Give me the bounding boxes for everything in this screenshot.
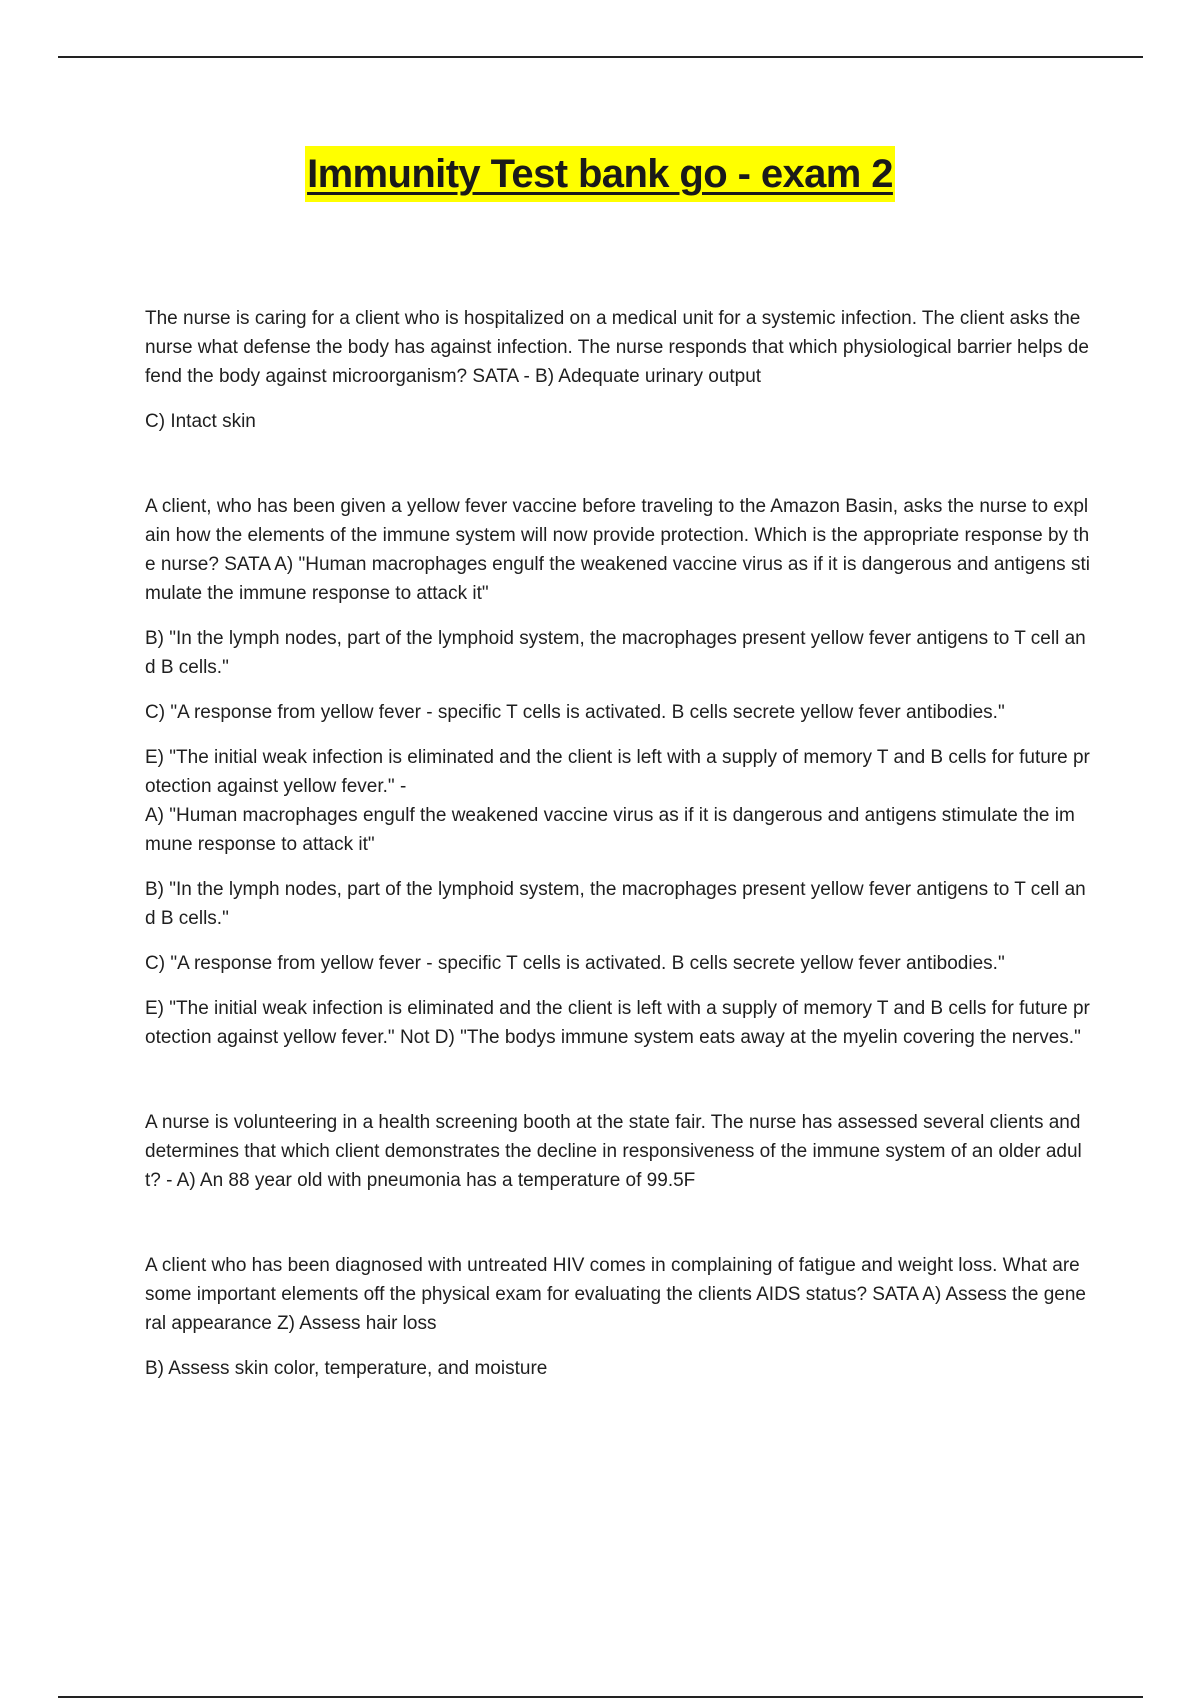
answer-option: B) Assess skin color, temperature, and moisture: [145, 1358, 548, 1379]
question-block-2: [145, 492, 1090, 1052]
question-text: A client, who has been given a yellow fever vaccine before traveling to the Amazon Basin, asks the nurse to explain how the elements of the immune system will now provide protection. Which is the appropriate response by the nurse? SATA A) "Human macrophages engulf the weakened vaccine virus as if it is dangerous and antigens stimulate the immune response to attack it": [145, 496, 1090, 604]
question-text: The nurse is caring for a client who is hospitalized on a medical unit for a systemic infection. The client asks the nurse what defense the body has against infection. The nurse responds that which physiological barrier helps defend the body against microorganism? SATA - B) Adequate urinary output: [145, 308, 1089, 387]
question-text: A nurse is volunteering in a health screening booth at the state fair. The nurse has assessed several clients and determines that which client demonstrates the decline in responsiveness of the immune system of an older adult? - A) An 88 year old with pneumonia has a temperature of 99.5F: [145, 1112, 1082, 1191]
answer-option: C) Intact skin: [145, 411, 256, 432]
answer-option: E) "The initial weak infection is eliminated and the client is left with a supply of memory T and B cells for future protection against yellow fever." -: [145, 747, 1090, 797]
document-title: Immunity Test bank go - exam 2: [305, 146, 895, 202]
question-block-4: [145, 1251, 1090, 1383]
question-text: A client who has been diagnosed with untreated HIV comes in complaining of fatigue and weight loss. What are some important elements off the physical exam for evaluating the clients AIDS status? SATA A) Assess the general appearance Z) Assess hair loss: [145, 1255, 1086, 1334]
answer-option: B) "In the lymph nodes, part of the lymphoid system, the macrophages present yellow fever antigens to T cell and B cells.": [145, 879, 1086, 929]
answer-option: A) "Human macrophages engulf the weakened vaccine virus as if it is dangerous and antigens stimulate the immune response to attack it": [145, 805, 1075, 855]
question-block-3: [145, 1108, 1090, 1195]
bottom-rule: [58, 1696, 1143, 1698]
answer-option: C) "A response from yellow fever - specific T cells is activated. B cells secrete yellow fever antibodies.": [145, 953, 1005, 974]
answer-option: C) "A response from yellow fever - specific T cells is activated. B cells secrete yellow fever antibodies.": [145, 702, 1005, 723]
top-rule: [58, 56, 1143, 58]
question-block-1: [145, 304, 1090, 436]
answer-option: E) "The initial weak infection is eliminated and the client is left with a supply of memory T and B cells for future protection against yellow fever." Not D) "The bodys immune system eats away at the myelin covering the nerves.": [145, 998, 1090, 1048]
title-area: [0, 146, 1200, 202]
document-body: [145, 304, 1090, 1439]
answer-option: B) "In the lymph nodes, part of the lymphoid system, the macrophages present yellow fever antigens to T cell and B cells.": [145, 628, 1086, 678]
